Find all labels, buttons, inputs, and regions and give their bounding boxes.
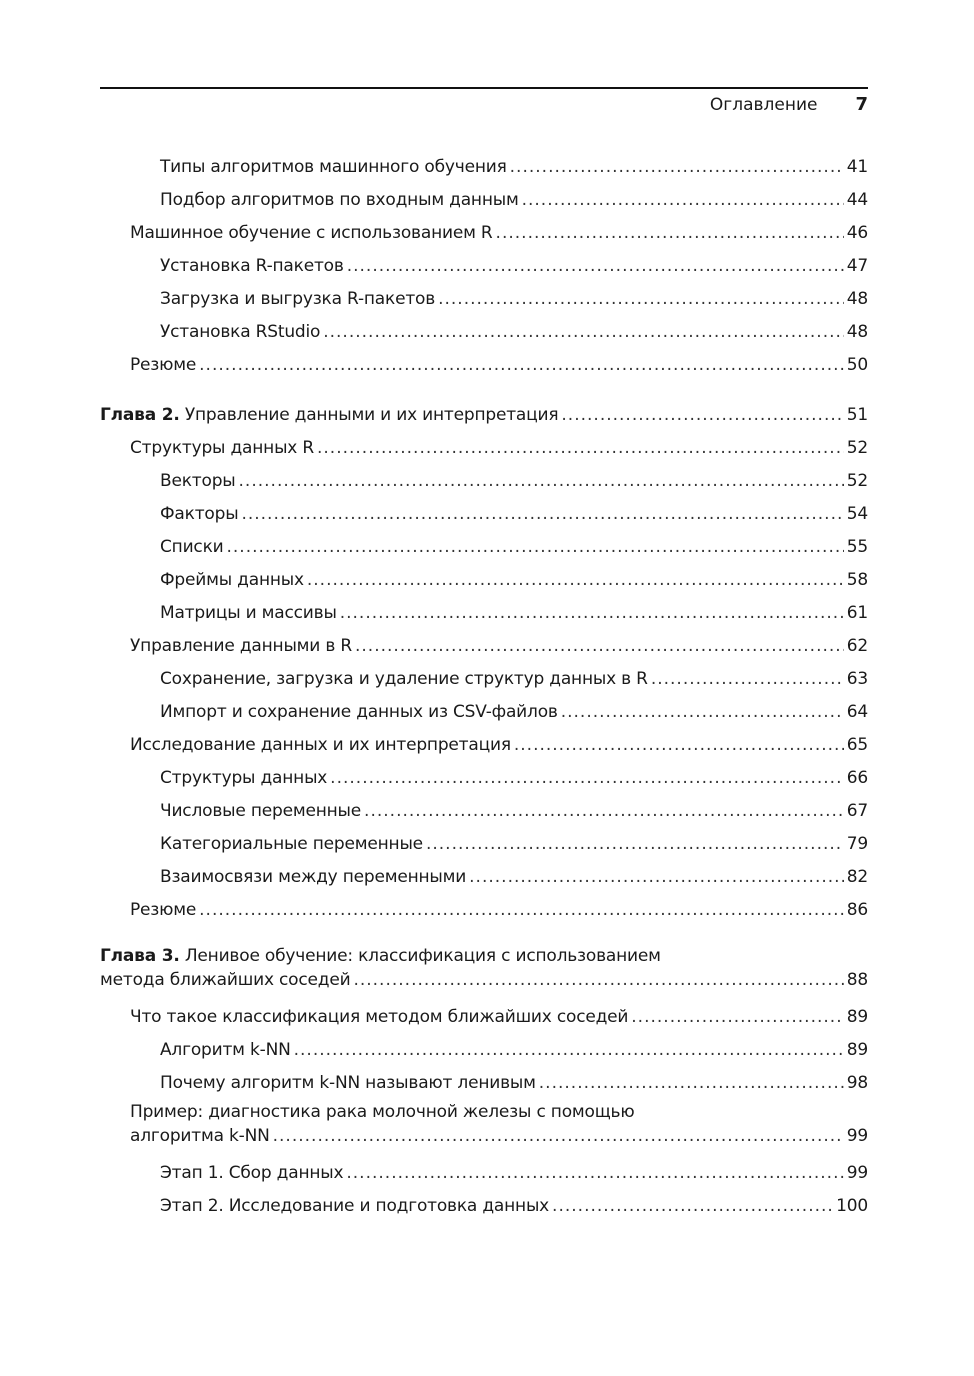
entry-page-number: 86 [846,900,868,920]
entry-page-number: 51 [846,405,868,425]
entry-page-number: 41 [846,157,868,177]
entry-title-wrap [160,663,648,696]
entry-title-wrap [160,531,224,564]
table-of-contents [100,151,868,1223]
entry-page-number: 62 [846,636,868,656]
entry-title-wrap [130,349,196,382]
entry-page-number: 55 [846,537,868,557]
entry-title: Исследование данных и их интерпретация [130,735,511,755]
entry-title: Загрузка и выгрузка R-пакетов [160,289,436,309]
entry-title: Фреймы данных [160,570,304,590]
entry-title-wrap [130,432,314,465]
dot-leader [241,498,843,531]
toc-chapter-entry[interactable] [100,944,868,1001]
entry-title: Этап 1. Сбор данных [160,1163,344,1183]
entry-title-wrap [160,795,361,828]
toc-entry[interactable] [100,250,868,283]
entry-title-wrap [160,597,337,630]
entry-title: Структуры данных R [130,438,314,458]
entry-title-wrap [160,498,238,531]
entry-page-number: 82 [846,867,868,887]
entry-title-wrap [160,1067,536,1100]
dot-leader [239,465,844,498]
entry-title: Факторы [160,504,239,524]
entry-page-number: 48 [846,289,868,309]
entry-title-line2: алгоритма k-NN [130,1126,270,1146]
entry-title: Сохранение, загрузка и удаление структур данных в R [160,669,648,689]
entry-title: Машинное обучение с использованием R [130,223,493,243]
entry-page-number: 88 [846,970,868,990]
toc-entry[interactable] [100,1157,868,1190]
dot-leader [307,564,844,597]
entry-page-number: 46 [846,223,868,243]
dot-leader [469,861,844,894]
entry-page-number: 61 [846,603,868,623]
toc-entry[interactable] [100,729,868,762]
entry-title-line2: метода ближайших соседей [100,970,351,990]
dot-leader [539,1067,844,1100]
dot-leader [330,762,844,795]
toc-entry[interactable] [100,184,868,217]
toc-entry[interactable] [100,349,868,382]
entry-title-wrap [160,465,236,498]
entry-title-line1 [130,1100,868,1124]
entry-title-wrap [130,894,196,927]
dot-leader [340,597,844,630]
entry-page-number: 100 [836,1196,868,1216]
toc-entry[interactable] [100,1034,868,1067]
entry-title-wrap [160,283,435,316]
entry-title-wrap [160,1034,291,1067]
dot-leader [273,1124,844,1148]
header-rule [100,87,868,89]
dot-leader [317,432,844,465]
entry-title-wrap [160,1157,343,1190]
entry-title: Взаимосвязи между переменными [160,867,467,887]
toc-entry[interactable] [100,828,868,861]
entry-page-number: 98 [846,1073,868,1093]
entry-page-number: 54 [846,504,868,524]
dot-leader [199,349,844,382]
entry-title-wrap [130,630,352,663]
entry-page-number: 64 [846,702,868,722]
page-number: 7 [855,94,868,115]
dot-leader [514,729,844,762]
dot-leader [510,151,844,184]
dot-leader [522,184,844,217]
entry-page-number: 67 [846,801,868,821]
entry-title-wrap [160,828,423,861]
toc-entry[interactable] [100,861,868,894]
entry-title-wrap [160,250,344,283]
entry-page-number: 65 [846,735,868,755]
entry-page-number: 58 [846,570,868,590]
entry-title-wrap [160,564,304,597]
entry-title-wrap [130,1001,628,1034]
dot-leader [561,399,843,432]
entry-title-wrap [160,861,466,894]
toc-entry[interactable] [100,316,868,349]
entry-title: Ленивое обучение: классификация с использованием [184,946,661,966]
toc-entry[interactable] [100,663,868,696]
entry-title: Этап 2. Исследование и подготовка данных [160,1196,550,1216]
toc-entry[interactable] [100,1190,868,1223]
entry-page-number: 99 [846,1126,868,1146]
entry-page-number: 63 [846,669,868,689]
entry-title: Пример: диагностика рака молочной железы с помощью [130,1102,635,1122]
entry-title: Подбор алгоритмов по входным данным [160,190,519,210]
dot-leader [426,828,844,861]
dot-leader [631,1001,844,1034]
toc-entry[interactable] [100,217,868,250]
toc-entry[interactable] [100,465,868,498]
toc-entry[interactable] [100,531,868,564]
toc-entry[interactable] [100,597,868,630]
entry-title-line1 [100,944,868,968]
toc-entry[interactable] [100,564,868,597]
dot-leader [353,968,843,992]
entry-page-number: 44 [846,190,868,210]
toc-entry[interactable] [100,1067,868,1100]
entry-title: Списки [160,537,224,557]
entry-title: Матрицы и массивы [160,603,337,623]
entry-title: Структуры данных [160,768,328,788]
entry-title-wrap [130,217,493,250]
entry-page-number: 66 [846,768,868,788]
entry-title: Установка R-пакетов [160,256,344,276]
entry-title-wrap [100,399,558,432]
dot-leader [496,217,844,250]
toc-entry[interactable] [100,283,868,316]
dot-leader [552,1190,833,1223]
entry-page-number: 47 [846,256,868,276]
entry-title: Управление данными и их интерпретация [184,405,559,425]
entry-title-wrap [160,151,507,184]
entry-title: Категориальные переменные [160,834,423,854]
entry-title: Управление данными в R [130,636,352,656]
entry-title-wrap [160,1190,549,1223]
dot-leader [651,663,844,696]
entry-page-number: 79 [846,834,868,854]
dot-leader [199,894,844,927]
toc-entry[interactable] [100,894,868,927]
entry-title-wrap [160,316,320,349]
dot-leader [355,630,844,663]
entry-title-wrap [160,184,519,217]
toc-entry[interactable] [100,795,868,828]
entry-title: Типы алгоритмов машинного обучения [160,157,507,177]
toc-entry[interactable] [100,696,868,729]
toc-entry[interactable] [100,151,868,184]
dot-leader [438,283,844,316]
dot-leader [227,531,844,564]
dot-leader [347,250,844,283]
entry-title: Алгоритм k-NN [160,1040,291,1060]
entry-title: Числовые переменные [160,801,362,821]
dot-leader [561,696,844,729]
toc-chapter-entry[interactable] [100,399,868,432]
chapter-label: Глава 2. [100,405,180,425]
entry-title-wrap [130,729,511,762]
toc-entry[interactable] [100,762,868,795]
entry-page-number: 50 [846,355,868,375]
entry-page-number: 89 [846,1040,868,1060]
running-header-title: Оглавление [709,95,818,115]
toc-entry[interactable] [100,630,868,663]
entry-title-wrap [160,696,558,729]
dot-leader [346,1157,843,1190]
entry-title: Резюме [130,355,197,375]
entry-page-number: 48 [846,322,868,342]
chapter-label: Глава 3. [100,946,180,966]
entry-title: Почему алгоритм k-NN называют ленивым [160,1073,536,1093]
entry-page-number: 99 [846,1163,868,1183]
entry-title: Резюме [130,900,197,920]
entry-title: Импорт и сохранение данных из CSV-файлов [160,702,558,722]
running-header [710,94,868,115]
toc-entry[interactable] [100,1100,868,1157]
toc-entry[interactable] [100,432,868,465]
toc-entry[interactable] [100,1001,868,1034]
entry-title-wrap [160,762,327,795]
toc-entry[interactable] [100,498,868,531]
dot-leader [294,1034,844,1067]
entry-page-number: 52 [846,471,868,491]
entry-title: Установка RStudio [160,322,321,342]
entry-page-number: 89 [846,1007,868,1027]
entry-title: Что такое классификация методом ближайших соседей [130,1007,629,1027]
entry-page-number: 52 [846,438,868,458]
dot-leader [364,795,844,828]
entry-title: Векторы [160,471,236,491]
dot-leader [323,316,844,349]
